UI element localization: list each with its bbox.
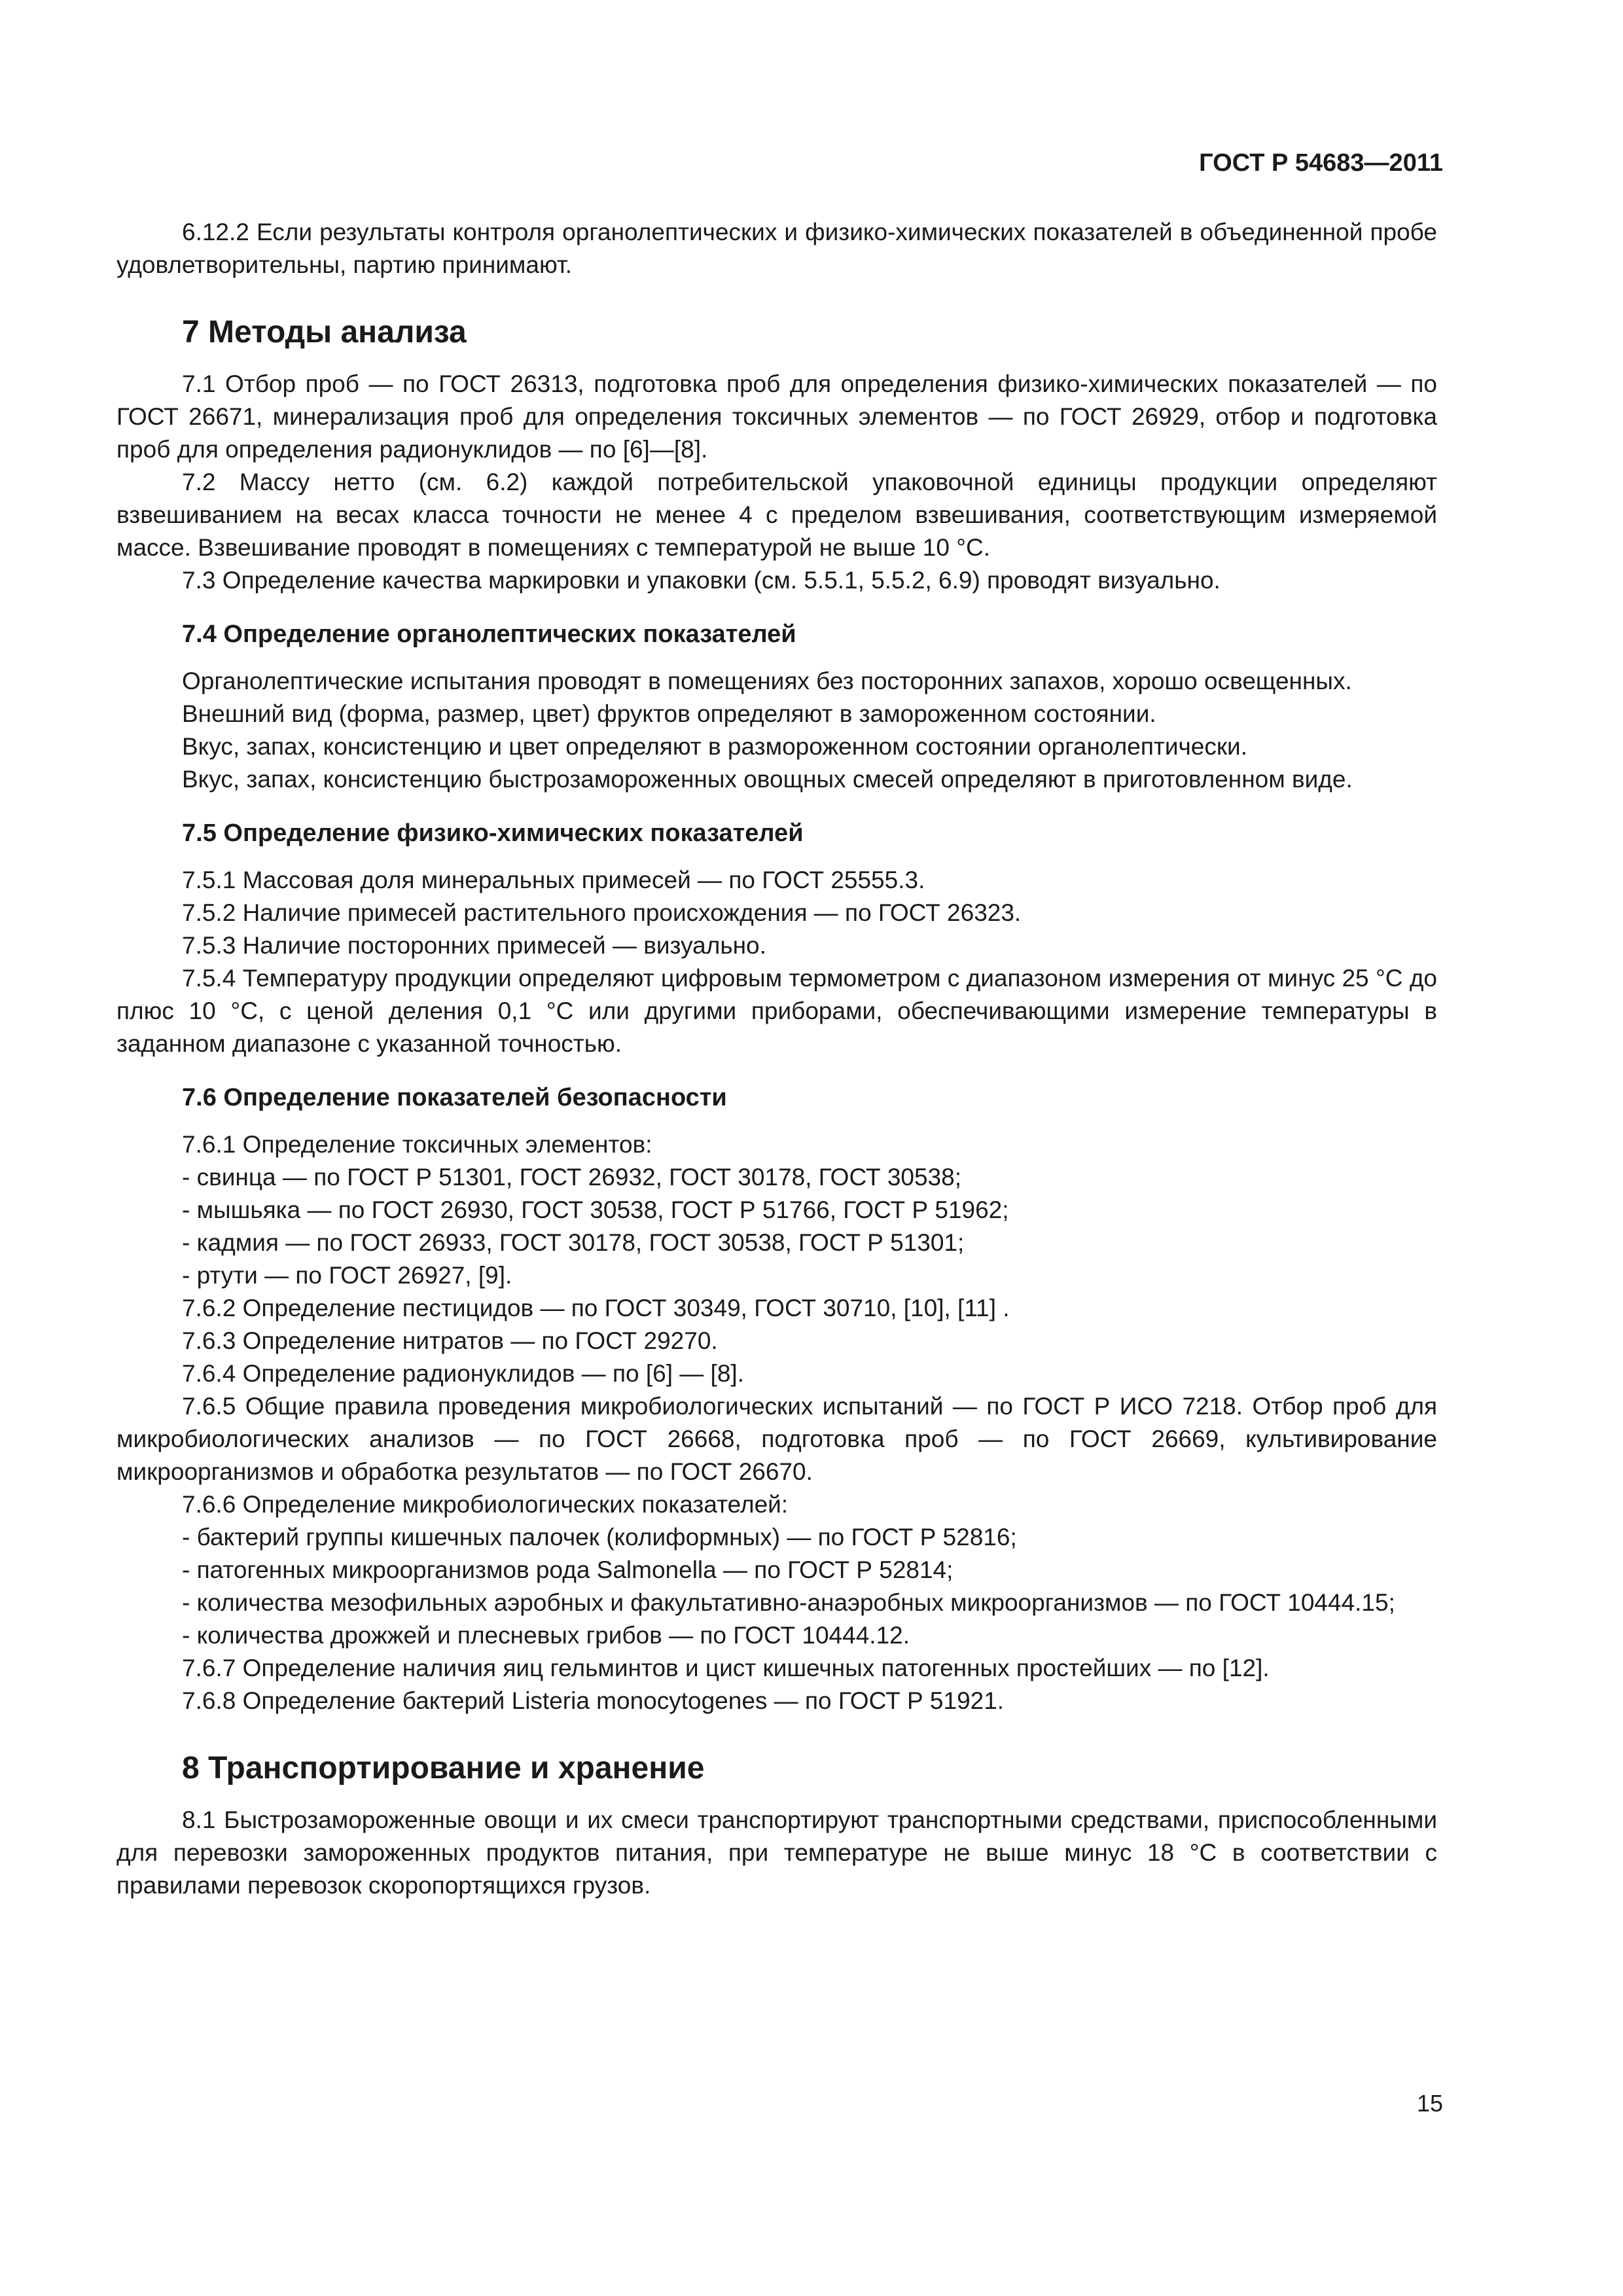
document-header-id: ГОСТ Р 54683—2011	[1199, 149, 1443, 177]
paragraph-7-6-3: 7.6.3 Определение нитратов — по ГОСТ 29270.	[182, 1327, 718, 1354]
list-item-mercury: - ртути — по ГОСТ 26927, [9].	[182, 1262, 512, 1289]
paragraph-7-4-c: Вкус, запах, консистенцию и цвет определяют в размороженном состоянии органолептически.	[182, 733, 1247, 760]
paragraph-7-6-8: 7.6.8 Определение бактерий Listeria monocytogenes — по ГОСТ Р 51921.	[182, 1687, 1005, 1714]
paragraph-7-5-1: 7.5.1 Массовая доля минеральных примесей — по ГОСТ 25555.3.	[182, 867, 925, 893]
list-item-mesophilic: - количества мезофильных аэробных и факультативно-анаэробных микроорганизмов — по ГОСТ 10444.15;	[182, 1589, 1395, 1616]
list-item-salmonella: - патогенных микроорганизмов рода Salmonella — по ГОСТ Р 52814;	[182, 1556, 954, 1583]
page-number: 15	[1416, 2090, 1443, 2117]
paragraph-7-1: 7.1 Отбор проб — по ГОСТ 26313, подготовка проб для определения физико-химических показателей — по ГОСТ 26671, минерализация проб для определения токсичных элементов — по ГОСТ 26929, отбор и подготовка проб для определения радионуклидов — по [6]—[8].	[116, 370, 1437, 463]
document-body	[116, 216, 1437, 1902]
list-item-cadmium: - кадмия — по ГОСТ 26933, ГОСТ 30178, ГОСТ 30538, ГОСТ Р 51301;	[182, 1229, 965, 1256]
list-item-arsenic: - мышьяка — по ГОСТ 26930, ГОСТ 30538, ГОСТ Р 51766, ГОСТ Р 51962;	[182, 1196, 1009, 1223]
paragraph-7-6-5: 7.6.5 Общие правила проведения микробиологических испытаний — по ГОСТ Р ИСО 7218. Отбор проб для микробиологических анализов — по ГОСТ 26668, подготовка проб — по ГОСТ 26669, культивирование микроорганизмов и обработка результатов — по ГОСТ 26670.	[116, 1393, 1437, 1485]
paragraph-7-3: 7.3 Определение качества маркировки и упаковки (см. 5.5.1, 5.5.2, 6.9) проводят визуально.	[182, 567, 1221, 594]
paragraph-7-5-4: 7.5.4 Температуру продукции определяют цифровым термометром с диапазоном измерения от минус 25 °С до плюс 10 °С, с ценой деления 0,1 °С или другими приборами, обеспечивающими измерение температуры в заданном диапазоне с указанной точностью.	[116, 965, 1437, 1057]
section-7-4-heading: 7.4 Определение органолептических показателей	[182, 620, 796, 648]
paragraph-7-2: 7.2 Массу нетто (см. 6.2) каждой потребительской упаковочной единицы продукции определяют взвешиванием на весах класса точности не менее 4 с пределом взвешивания, соответствующим измеряемой массе. Взвешивание проводят в помещениях с температурой не выше 10 °С.	[116, 469, 1437, 561]
paragraph-7-4-d: Вкус, запах, консистенцию быстрозамороженных овощных смесей определяют в приготовленном виде.	[182, 766, 1353, 793]
list-item-coliform: - бактерий группы кишечных палочек (колиформных) — по ГОСТ Р 52816;	[182, 1524, 1017, 1551]
paragraph-8-1: 8.1 Быстрозамороженные овощи и их смеси транспортируют транспортными средствами, приспособленными для перевозки замороженных продуктов питания, при температуре не выше минус 18 °С в соответствии с правилами перевозок скоропортящихся грузов.	[116, 1806, 1437, 1899]
paragraph-7-5-2: 7.5.2 Наличие примесей растительного происхождения — по ГОСТ 26323.	[182, 899, 1022, 926]
paragraph-7-4-b: Внешний вид (форма, размер, цвет) фруктов определяют в замороженном состоянии.	[182, 700, 1156, 727]
paragraph-6-12-2: 6.12.2 Если результаты контроля органолептических и физико-химических показателей в объединенной пробе удовлетворительны, партию принимают.	[116, 219, 1437, 278]
paragraph-7-4-a: Органолептические испытания проводят в помещениях без посторонних запахов, хорошо освещенных.	[182, 668, 1352, 694]
paragraph-7-6-1: 7.6.1 Определение токсичных элементов:	[182, 1131, 652, 1158]
paragraph-7-6-7: 7.6.7 Определение наличия яиц гельминтов и цист кишечных патогенных простейших — по [12].	[182, 1655, 1270, 1681]
list-item-yeast-mold: - количества дрожжей и плесневых грибов — по ГОСТ 10444.12.	[182, 1622, 910, 1649]
paragraph-7-5-3: 7.5.3 Наличие посторонних примесей — визуально.	[182, 932, 766, 959]
paragraph-7-6-4: 7.6.4 Определение радионуклидов — по [6] — [8].	[182, 1360, 744, 1387]
paragraph-7-6-6: 7.6.6 Определение микробиологических показателей:	[182, 1491, 789, 1518]
section-7-heading: 7 Методы анализа	[182, 315, 467, 350]
section-7-5-heading: 7.5 Определение физико-химических показателей	[182, 819, 804, 847]
section-8-heading: 8 Транспортирование и хранение	[182, 1751, 705, 1785]
paragraph-7-6-2: 7.6.2 Определение пестицидов — по ГОСТ 30349, ГОСТ 30710, [10], [11] .	[182, 1295, 1010, 1321]
section-7-6-heading: 7.6 Определение показателей безопасности	[182, 1084, 727, 1111]
list-item-lead: - свинца — по ГОСТ Р 51301, ГОСТ 26932, ГОСТ 30178, ГОСТ 30538;	[182, 1164, 961, 1191]
